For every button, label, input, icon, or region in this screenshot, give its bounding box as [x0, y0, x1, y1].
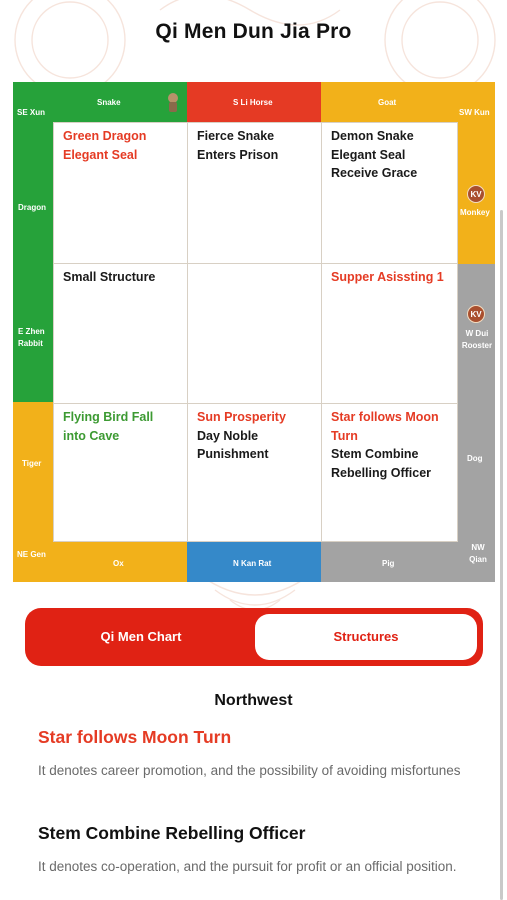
cell-southeast[interactable] [54, 123, 188, 264]
cell-text: Demon Snake [331, 129, 414, 143]
band-left-green[interactable] [13, 82, 53, 402]
band-right-yellow[interactable] [458, 82, 495, 264]
cell-text: into Cave [63, 428, 120, 443]
cell-text: Fierce Snake [197, 129, 275, 143]
dog-label: Dog [467, 454, 483, 463]
dragon-label: Dragon [18, 203, 46, 212]
cell-southwest[interactable] [322, 123, 458, 264]
cell-text: Supper Asissting 1 [331, 270, 444, 284]
cell-text: Green Dragon [63, 129, 147, 143]
view-toggle [25, 608, 483, 666]
cell-west[interactable] [322, 264, 458, 404]
tab-qimen-chart[interactable]: Qi Men Chart [100, 629, 182, 644]
band-top-goat[interactable] [321, 82, 458, 122]
cell-text: Elegant Seal [63, 147, 138, 162]
qimen-chart [13, 82, 495, 582]
cell-text: Punishment [197, 447, 269, 461]
cell-east[interactable] [54, 264, 188, 404]
tiger-label: Tiger [22, 459, 42, 468]
cell-text: Receive Grace [331, 166, 418, 180]
structure-description: It denotes co-operation, and the pursuit for profit or an official position. [38, 859, 457, 874]
band-right-gray[interactable] [458, 264, 495, 582]
cell-text: Stem Combine [331, 447, 419, 461]
cell-south[interactable] [188, 123, 322, 264]
band-bottom-ox[interactable] [53, 542, 187, 582]
kv-badge-monkey[interactable]: KV [467, 185, 485, 203]
south-label: S Li Horse [233, 98, 273, 107]
ne-label: NE Gen [17, 550, 46, 559]
cell-text: Star follows Moon [331, 410, 439, 424]
scrollbar[interactable] [500, 210, 503, 900]
snake-label: Snake [97, 98, 121, 107]
band-bottom-north[interactable] [187, 542, 321, 582]
band-top-snake[interactable] [53, 82, 187, 122]
pig-label: Pig [382, 559, 395, 568]
cell-north[interactable] [188, 404, 322, 542]
cell-northwest[interactable] [322, 404, 458, 542]
app-title: Qi Men Dun Jia Pro [155, 20, 352, 43]
structure-description: It denotes career promotion, and the possibility of avoiding misfortunes [38, 763, 461, 778]
snake-figure-icon [166, 92, 180, 112]
cell-text: Enters Prison [197, 147, 279, 162]
section-direction: Northwest [214, 692, 293, 709]
structure-title: Star follows Moon Turn [38, 727, 232, 747]
se-label: SE Xun [17, 108, 46, 117]
cell-text: Rebelling Officer [331, 465, 432, 480]
palace-grid [53, 122, 458, 542]
sw-label: SW Kun [459, 108, 490, 117]
cell-text: Flying Bird Fall [63, 410, 154, 424]
cell-center[interactable] [188, 264, 322, 404]
west-label: W Dui Rooster [461, 329, 493, 350]
tab-structures[interactable]: Structures [255, 614, 477, 660]
cell-text: Small Structure [63, 270, 156, 284]
band-top-south[interactable] [187, 82, 321, 122]
band-bottom-pig[interactable] [321, 542, 458, 582]
nw-label: NW Qian [469, 543, 487, 564]
cell-text: Elegant Seal [331, 147, 406, 162]
cell-text: Sun Prosperity [197, 410, 286, 424]
ox-label: Ox [113, 559, 124, 568]
structure-title: Stem Combine Rebelling Officer [38, 823, 306, 843]
band-left-yellow[interactable] [13, 402, 53, 582]
kv-badge-rooster[interactable]: KV [467, 305, 485, 323]
goat-label: Goat [378, 98, 397, 107]
monkey-label: Monkey [460, 208, 490, 217]
cell-northeast[interactable] [54, 404, 188, 542]
east-label: E Zhen Rabbit [18, 327, 45, 348]
cell-text: Turn [331, 428, 358, 443]
cell-text: Day Noble [197, 428, 259, 443]
north-label: N Kan Rat [233, 559, 272, 568]
